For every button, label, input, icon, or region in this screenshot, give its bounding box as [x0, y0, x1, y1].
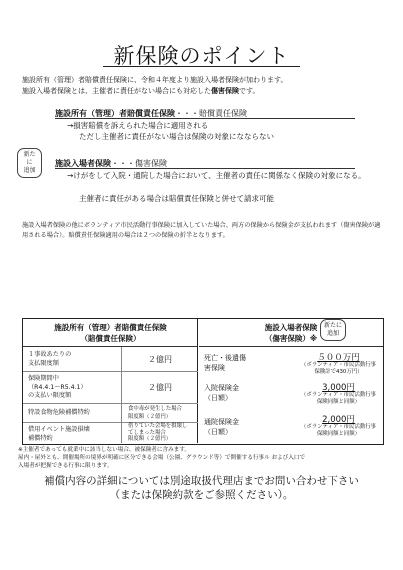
row-label-line: 入院保険金: [204, 384, 239, 392]
liability-header-line-1: 施設所有（管理）者賠償責任保険: [54, 323, 167, 332]
section1-line-a: →損害賠償を訴えられた場合に適用される: [67, 121, 209, 130]
row-label-line: 死亡・後遺傷: [204, 354, 246, 362]
benefit-note-line: 保険計で430万円）: [314, 369, 363, 375]
table-row: [199, 381, 383, 407]
row-label-line: （日額）: [204, 428, 232, 436]
injury-column: [199, 319, 383, 443]
table-row: [23, 347, 198, 372]
coverage-note: 施設入場者保険の他にボランティア市民活動行事保険に加入していた場合、両方の保険から保険金が支払われます（傷害保険が適用される場合）。賠償責任保険適用の場合は２つの保険の折半となります。: [22, 222, 381, 239]
contact-line-1: 補償内容の詳細については別途取扱代理店までお問い合わせ下さい: [44, 475, 359, 487]
row-label: [28, 351, 71, 368]
row-detail-line: 食中毒が発生した場合: [128, 406, 182, 412]
row-label-line: １事故あたりの: [28, 351, 72, 358]
section1-line-b: ただし主催者に責任がない場合は保険の対象になならない: [79, 132, 274, 141]
benefit-note-line: 保険同額と同額）: [316, 431, 361, 437]
intro-text: [22, 75, 392, 97]
row-label-line: 借用イベント施設損壊: [28, 426, 90, 433]
row-label-line: 害保険: [204, 364, 225, 372]
row-label: [28, 409, 90, 418]
row-value-detail: [121, 423, 198, 443]
footnote-line: ※主催者であっても就業中に該当しない場合、被保険者に含みます。: [18, 447, 190, 453]
row-detail-line: 借りていた会場を損壊し: [128, 423, 188, 429]
row-label-line: 保険期間中: [28, 375, 59, 382]
row-label: [28, 426, 90, 443]
section1-rule: [55, 118, 355, 119]
row-label: [204, 417, 239, 437]
liability-column-header: [23, 319, 198, 347]
benefit-note: [296, 424, 381, 438]
footnote-line: 入場者が把握できる行事に限ります。: [18, 463, 113, 469]
liability-header-line-2: （賠償責任保険）: [80, 334, 141, 343]
badge-line-1: 新たに: [324, 322, 343, 329]
row-label-line: の支払い限度額: [28, 392, 72, 399]
benefit-amount: ５００万円: [317, 353, 360, 363]
benefit-note-line: （ボランティア・市民活動行事: [300, 424, 377, 430]
badge-line-2: 追加: [23, 167, 36, 174]
badge-line-1: 新たに: [23, 151, 36, 166]
section2-rule: [55, 168, 355, 169]
contact-line-2: （または保険約款をご参照ください）。: [109, 489, 294, 501]
row-label-line: 特設食物危険補償特約: [28, 409, 90, 416]
row-label-line: 通院保険金: [204, 418, 239, 426]
row-label-line: 補償特約: [28, 434, 53, 442]
new-addition-badge: [17, 148, 42, 178]
badge-line-2: 追加: [326, 330, 339, 337]
table-row: [199, 351, 383, 377]
row-label: [204, 383, 239, 403]
intro-line-2: [22, 86, 392, 97]
row-label: [204, 353, 246, 373]
injury-column-header: [199, 319, 383, 347]
benefit-amount: 2,000円: [322, 415, 355, 425]
table-row: [23, 423, 198, 443]
intro-line-1: 施設所有（管理）者賠償責任保険に、令和４年度より施設入場者保険が加わります。: [22, 76, 288, 84]
row-detail-line: 限度額（２億円）: [128, 436, 172, 443]
table-row: [199, 413, 383, 441]
section1-heading-suffix: ・・・賠償責任保険: [175, 109, 247, 118]
liability-column: [23, 319, 198, 443]
section2-line-b: 主催者に責任がある場合は賠償責任保険と併せて請求可能: [79, 194, 274, 203]
row-value: ２億円: [121, 372, 198, 403]
row-label-line: （日額）: [204, 394, 232, 402]
section1-heading-text: 施設所有（管理）者賠償責任保険: [55, 109, 175, 118]
benefit-note-line: 保険同額と同額）: [316, 399, 361, 405]
row-detail-line: 限度額（２億円）: [128, 413, 172, 420]
table-row: [23, 404, 198, 423]
row-value: ２億円: [121, 347, 198, 371]
injury-header-line-2: （傷害保険）※: [264, 334, 318, 343]
contact-instructions: [0, 474, 403, 502]
title-underline: [103, 66, 300, 67]
benefit-amount: 3,000円: [322, 383, 355, 393]
row-label: [28, 375, 87, 401]
section2-line-a: →けがをして入院・通院した場合において、主催者の責任に関係なく保険の対象になる。: [67, 171, 366, 180]
footnotes: [18, 446, 388, 470]
table-row: [23, 372, 198, 404]
section2-heading-text: 施設入場者保険: [55, 159, 111, 168]
row-detail-line: てしまった場合: [128, 429, 166, 436]
row-label-line: 支払限度額: [28, 359, 59, 367]
injury-header-line-1: 施設入場者保険: [264, 323, 318, 332]
intro-line-2-bold: 傷害保険: [211, 87, 239, 95]
row-label-line: （R4.4.1～R5.4.1）: [28, 383, 87, 391]
page-title: 新保険のポイント: [113, 44, 290, 68]
row-value-detail: [121, 404, 198, 422]
benefit-note-line: （ボランティア・市民活動行事: [300, 362, 377, 368]
intro-line-2-post: です。: [239, 87, 260, 95]
new-addition-badge: [320, 319, 346, 341]
benefit-note: [296, 392, 381, 406]
intro-line-2-pre: 施設入場者保険とは、主催者に責任がない場合にも対応した: [22, 87, 211, 95]
benefit-note: [296, 362, 381, 376]
benefit-note-line: （ボランティア・市民活動行事: [300, 392, 377, 398]
footnote-line: 屋内・屋外とも、開催場所の境界が明確に区分できる会場（公園、グラウンド等）で開催する行事ル および入口で: [18, 455, 306, 461]
section2-heading-suffix: ・・・傷害保険: [111, 159, 167, 168]
